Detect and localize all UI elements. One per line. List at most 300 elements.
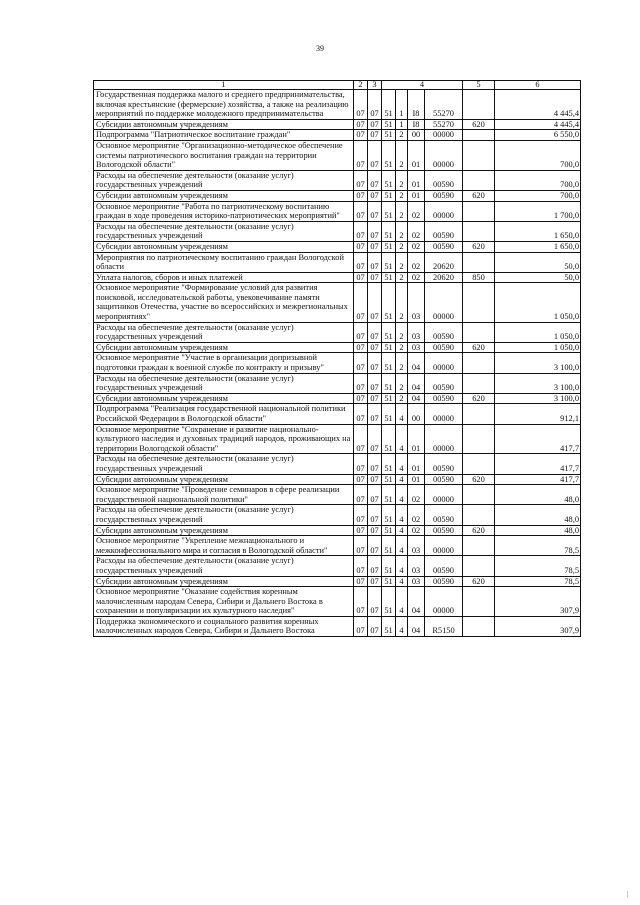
row-section: 07 xyxy=(354,485,368,505)
row-section: 07 xyxy=(354,272,368,283)
header-col-6: 6 xyxy=(495,81,581,90)
row-amount: 78,5 xyxy=(495,556,581,576)
row-direction-code: 00590 xyxy=(425,170,463,190)
row-name: Расходы на обеспечение деятельности (оказание услуг) государственных учреждений xyxy=(94,373,354,393)
row-name: Расходы на обеспечение деятельности (оказание услуг) государственных учреждений xyxy=(94,221,354,241)
row-direction-code: 00590 xyxy=(425,322,463,342)
row-subprogram-code: 4 xyxy=(396,404,408,424)
row-subprogram-code: 2 xyxy=(396,170,408,190)
row-subsection: 07 xyxy=(368,505,382,525)
row-subsection: 07 xyxy=(368,221,382,241)
row-subsection: 07 xyxy=(368,616,382,636)
row-program-code: 51 xyxy=(382,525,396,536)
row-direction-code: 00590 xyxy=(425,556,463,576)
row-subprogram-code: 2 xyxy=(396,393,408,404)
row-subsection: 07 xyxy=(368,424,382,454)
row-activity-code: 03 xyxy=(408,556,425,576)
row-activity-code: 04 xyxy=(408,353,425,373)
row-subprogram-code: 4 xyxy=(396,616,408,636)
row-subprogram-code: 4 xyxy=(396,556,408,576)
row-activity-code: 04 xyxy=(408,393,425,404)
row-expense-type xyxy=(463,170,495,190)
page-number: 39 xyxy=(316,44,324,53)
row-section: 07 xyxy=(354,556,368,576)
row-activity-code: 03 xyxy=(408,576,425,587)
row-name: Субсидии автономным учреждениям xyxy=(94,393,354,404)
row-subprogram-code: 1 xyxy=(396,119,408,130)
row-section: 07 xyxy=(354,252,368,272)
row-direction-code: 00590 xyxy=(425,525,463,536)
row-section: 07 xyxy=(354,536,368,556)
row-section: 07 xyxy=(354,373,368,393)
row-direction-code: 00590 xyxy=(425,505,463,525)
table-row xyxy=(94,241,581,252)
table-row xyxy=(94,474,581,485)
row-expense-type: 620 xyxy=(463,474,495,485)
row-direction-code: 00000 xyxy=(425,140,463,170)
row-name: Расходы на обеспечение деятельности (оказание услуг) государственных учреждений xyxy=(94,170,354,190)
row-activity-code: 00 xyxy=(408,404,425,424)
table-row xyxy=(94,576,581,587)
row-subsection: 07 xyxy=(368,283,382,322)
row-subprogram-code: 2 xyxy=(396,241,408,252)
table-header-row xyxy=(94,81,581,90)
table-row xyxy=(94,342,581,353)
table-row xyxy=(94,252,581,272)
row-expense-type: 850 xyxy=(463,272,495,283)
row-subsection: 07 xyxy=(368,485,382,505)
row-section: 07 xyxy=(354,424,368,454)
row-direction-code: 00590 xyxy=(425,373,463,393)
row-name: Подпрограмма "Патриотическое воспитание граждан" xyxy=(94,130,354,141)
row-name: Основное мероприятие "Оказание содействия коренным малочисленным народам Севера, Сибири и Дальнего Востока в сохранении и популяризации их культурного наследия" xyxy=(94,587,354,617)
row-direction-code: 00000 xyxy=(425,587,463,617)
row-section: 07 xyxy=(354,90,368,120)
row-direction-code: 00590 xyxy=(425,474,463,485)
table-row xyxy=(94,616,581,636)
row-subprogram-code: 2 xyxy=(396,373,408,393)
row-name: Расходы на обеспечение деятельности (оказание услуг) государственных учреждений xyxy=(94,556,354,576)
row-name: Субсидии автономным учреждениям xyxy=(94,474,354,485)
row-subsection: 07 xyxy=(368,342,382,353)
row-subsection: 07 xyxy=(368,587,382,617)
margin-mark: | xyxy=(626,890,628,898)
row-expense-type: 620 xyxy=(463,190,495,201)
table-row xyxy=(94,404,581,424)
row-section: 07 xyxy=(354,587,368,617)
row-subprogram-code: 2 xyxy=(396,130,408,141)
row-amount: 50,0 xyxy=(495,272,581,283)
row-section: 07 xyxy=(354,393,368,404)
header-col-2: 2 xyxy=(354,81,368,90)
row-expense-type xyxy=(463,454,495,474)
row-activity-code: 01 xyxy=(408,454,425,474)
row-name: Основное мероприятие "Работа по патриотическому воспитанию граждан в ходе проведения историко-патриотических мероприятий" xyxy=(94,201,354,221)
row-subsection: 07 xyxy=(368,322,382,342)
row-amount: 700,0 xyxy=(495,190,581,201)
row-section: 07 xyxy=(354,170,368,190)
row-program-code: 51 xyxy=(382,424,396,454)
row-direction-code: 00000 xyxy=(425,485,463,505)
row-activity-code: 02 xyxy=(408,241,425,252)
row-subsection: 07 xyxy=(368,252,382,272)
row-expense-type xyxy=(463,616,495,636)
row-name: Основное мероприятие "Участие в организации допризывной подготовки граждан к военной службе по контракту и призыву" xyxy=(94,353,354,373)
row-subsection: 07 xyxy=(368,140,382,170)
row-program-code: 51 xyxy=(382,283,396,322)
row-program-code: 51 xyxy=(382,170,396,190)
row-program-code: 51 xyxy=(382,536,396,556)
row-activity-code: 02 xyxy=(408,525,425,536)
row-direction-code: 00000 xyxy=(425,536,463,556)
row-section: 07 xyxy=(354,404,368,424)
row-name: Основное мероприятие "Укрепление межнационального и межконфессионального мира и согласия в Вологодской области" xyxy=(94,536,354,556)
row-program-code: 51 xyxy=(382,373,396,393)
row-section: 07 xyxy=(354,130,368,141)
row-activity-code: 02 xyxy=(408,485,425,505)
row-subprogram-code: 4 xyxy=(396,424,408,454)
row-amount: 3 100,0 xyxy=(495,353,581,373)
row-subsection: 07 xyxy=(368,119,382,130)
row-expense-type xyxy=(463,140,495,170)
row-activity-code: 02 xyxy=(408,201,425,221)
row-subsection: 07 xyxy=(368,525,382,536)
row-subsection: 07 xyxy=(368,130,382,141)
row-expense-type xyxy=(463,404,495,424)
row-activity-code: I8 xyxy=(408,90,425,120)
row-subsection: 07 xyxy=(368,190,382,201)
row-subsection: 07 xyxy=(368,272,382,283)
row-subprogram-code: 4 xyxy=(396,525,408,536)
row-subprogram-code: 2 xyxy=(396,140,408,170)
row-program-code: 51 xyxy=(382,272,396,283)
row-amount: 3 100,0 xyxy=(495,373,581,393)
row-name: Субсидии автономным учреждениям xyxy=(94,241,354,252)
row-subsection: 07 xyxy=(368,241,382,252)
row-subsection: 07 xyxy=(368,90,382,120)
row-amount: 4 445,4 xyxy=(495,90,581,120)
row-amount: 48,0 xyxy=(495,525,581,536)
row-name: Поддержка экономического и социального развития коренных малочисленных народов Севера, Сибири и Дальнего Востока xyxy=(94,616,354,636)
header-col-5: 5 xyxy=(463,81,495,90)
row-activity-code: 02 xyxy=(408,252,425,272)
row-program-code: 51 xyxy=(382,130,396,141)
row-expense-type xyxy=(463,130,495,141)
table-row xyxy=(94,485,581,505)
row-activity-code: 03 xyxy=(408,283,425,322)
table-row xyxy=(94,353,581,373)
row-section: 07 xyxy=(354,283,368,322)
row-activity-code: 01 xyxy=(408,170,425,190)
row-expense-type: 620 xyxy=(463,241,495,252)
row-name: Расходы на обеспечение деятельности (оказание услуг) государственных учреждений xyxy=(94,322,354,342)
row-activity-code: 04 xyxy=(408,373,425,393)
row-subsection: 07 xyxy=(368,170,382,190)
row-amount: 1 650,0 xyxy=(495,241,581,252)
row-amount: 3 100,0 xyxy=(495,393,581,404)
row-activity-code: 01 xyxy=(408,424,425,454)
row-amount: 1 700,0 xyxy=(495,201,581,221)
row-name: Основное мероприятие "Формирование условий для развития поисковой, исследовательской работы, увековечивание памяти защитников Отечества, участие во всероссийских и межрегиональных мероприятиях" xyxy=(94,283,354,322)
row-amount: 78,5 xyxy=(495,576,581,587)
row-direction-code: 00000 xyxy=(425,404,463,424)
table-row xyxy=(94,190,581,201)
table-row xyxy=(94,536,581,556)
row-expense-type: 620 xyxy=(463,525,495,536)
table-row xyxy=(94,90,581,120)
row-subprogram-code: 4 xyxy=(396,587,408,617)
row-subsection: 07 xyxy=(368,556,382,576)
row-amount: 1 650,0 xyxy=(495,221,581,241)
row-subsection: 07 xyxy=(368,474,382,485)
row-direction-code: 00590 xyxy=(425,576,463,587)
header-col-3: 3 xyxy=(368,81,382,90)
row-program-code: 51 xyxy=(382,90,396,120)
row-amount: 6 550,0 xyxy=(495,130,581,141)
row-subsection: 07 xyxy=(368,404,382,424)
row-program-code: 51 xyxy=(382,140,396,170)
row-amount: 700,0 xyxy=(495,170,581,190)
row-expense-type xyxy=(463,556,495,576)
row-section: 07 xyxy=(354,342,368,353)
row-section: 07 xyxy=(354,322,368,342)
row-activity-code: 01 xyxy=(408,474,425,485)
row-direction-code: 55270 xyxy=(425,119,463,130)
row-expense-type xyxy=(463,322,495,342)
row-expense-type xyxy=(463,373,495,393)
row-subprogram-code: 2 xyxy=(396,283,408,322)
row-program-code: 51 xyxy=(382,201,396,221)
row-activity-code: 03 xyxy=(408,536,425,556)
table-row xyxy=(94,201,581,221)
row-section: 07 xyxy=(354,353,368,373)
row-program-code: 51 xyxy=(382,241,396,252)
table-row xyxy=(94,140,581,170)
row-section: 07 xyxy=(354,241,368,252)
row-program-code: 51 xyxy=(382,576,396,587)
row-direction-code: 55270 xyxy=(425,90,463,120)
table-row xyxy=(94,283,581,322)
row-direction-code: 00000 xyxy=(425,201,463,221)
header-col-1: 1 xyxy=(94,81,354,90)
row-direction-code: 00590 xyxy=(425,454,463,474)
row-activity-code: 04 xyxy=(408,616,425,636)
row-section: 07 xyxy=(354,454,368,474)
row-activity-code: 03 xyxy=(408,342,425,353)
row-name: Основное мероприятие "Проведение семинаров в сфере реализации государственной национальной политики" xyxy=(94,485,354,505)
row-section: 07 xyxy=(354,505,368,525)
row-activity-code: I8 xyxy=(408,119,425,130)
row-subprogram-code: 4 xyxy=(396,454,408,474)
row-subprogram-code: 4 xyxy=(396,485,408,505)
row-direction-code: 00590 xyxy=(425,342,463,353)
row-direction-code: 00000 xyxy=(425,130,463,141)
row-section: 07 xyxy=(354,525,368,536)
header-col-4: 4 xyxy=(382,81,463,90)
row-subprogram-code: 1 xyxy=(396,90,408,120)
row-name: Субсидии автономным учреждениям xyxy=(94,342,354,353)
row-direction-code: 00590 xyxy=(425,221,463,241)
row-activity-code: 00 xyxy=(408,130,425,141)
row-program-code: 51 xyxy=(382,342,396,353)
table-row xyxy=(94,130,581,141)
row-program-code: 51 xyxy=(382,505,396,525)
row-subsection: 07 xyxy=(368,393,382,404)
row-direction-code: 00000 xyxy=(425,353,463,373)
row-section: 07 xyxy=(354,119,368,130)
row-amount: 1 050,0 xyxy=(495,283,581,322)
row-name: Основное мероприятие "Сохранение и развитие национально-культурного наследия и духовных традиций народов, проживающих на территории Вологодской области" xyxy=(94,424,354,454)
row-direction-code: R5150 xyxy=(425,616,463,636)
row-expense-type: 620 xyxy=(463,576,495,587)
row-name: Субсидии автономным учреждениям xyxy=(94,190,354,201)
row-subsection: 07 xyxy=(368,373,382,393)
table-row xyxy=(94,119,581,130)
row-amount: 417,7 xyxy=(495,424,581,454)
row-expense-type: 620 xyxy=(463,393,495,404)
row-section: 07 xyxy=(354,221,368,241)
row-activity-code: 01 xyxy=(408,140,425,170)
row-amount: 4 445,4 xyxy=(495,119,581,130)
row-subprogram-code: 2 xyxy=(396,272,408,283)
row-amount: 307,9 xyxy=(495,587,581,617)
row-direction-code: 00590 xyxy=(425,190,463,201)
row-subprogram-code: 4 xyxy=(396,474,408,485)
table-row xyxy=(94,525,581,536)
row-program-code: 51 xyxy=(382,587,396,617)
table-row xyxy=(94,170,581,190)
row-amount: 307,9 xyxy=(495,616,581,636)
row-expense-type xyxy=(463,90,495,120)
row-activity-code: 02 xyxy=(408,272,425,283)
row-direction-code: 00000 xyxy=(425,424,463,454)
row-expense-type xyxy=(463,252,495,272)
row-amount: 48,0 xyxy=(495,505,581,525)
row-amount: 912,1 xyxy=(495,404,581,424)
row-program-code: 51 xyxy=(382,556,396,576)
row-amount: 417,7 xyxy=(495,474,581,485)
row-expense-type xyxy=(463,424,495,454)
row-program-code: 51 xyxy=(382,119,396,130)
row-subsection: 07 xyxy=(368,536,382,556)
row-section: 07 xyxy=(354,616,368,636)
row-program-code: 51 xyxy=(382,190,396,201)
row-subprogram-code: 2 xyxy=(396,353,408,373)
row-activity-code: 02 xyxy=(408,505,425,525)
row-activity-code: 01 xyxy=(408,190,425,201)
row-amount: 1 050,0 xyxy=(495,322,581,342)
table-row xyxy=(94,393,581,404)
row-program-code: 51 xyxy=(382,485,396,505)
row-activity-code: 04 xyxy=(408,587,425,617)
table-row xyxy=(94,556,581,576)
row-name: Государственная поддержка малого и среднего предпринимательства, включая крестьянские (фермерские) хозяйства, а также на реализацию мероприятий по поддержке молодежного предпринимательства xyxy=(94,90,354,120)
row-subprogram-code: 4 xyxy=(396,536,408,556)
row-expense-type xyxy=(463,283,495,322)
row-program-code: 51 xyxy=(382,454,396,474)
row-activity-code: 03 xyxy=(408,322,425,342)
row-expense-type xyxy=(463,536,495,556)
row-expense-type xyxy=(463,221,495,241)
row-name: Субсидии автономным учреждениям xyxy=(94,525,354,536)
row-section: 07 xyxy=(354,140,368,170)
row-program-code: 51 xyxy=(382,322,396,342)
row-expense-type: 620 xyxy=(463,119,495,130)
row-amount: 700,0 xyxy=(495,140,581,170)
row-expense-type xyxy=(463,505,495,525)
row-subsection: 07 xyxy=(368,454,382,474)
row-direction-code: 00590 xyxy=(425,393,463,404)
row-direction-code: 20620 xyxy=(425,272,463,283)
table-row xyxy=(94,322,581,342)
row-program-code: 51 xyxy=(382,474,396,485)
row-amount: 1 050,0 xyxy=(495,342,581,353)
row-subprogram-code: 2 xyxy=(396,201,408,221)
row-program-code: 51 xyxy=(382,353,396,373)
row-subsection: 07 xyxy=(368,353,382,373)
row-subprogram-code: 2 xyxy=(396,190,408,201)
row-section: 07 xyxy=(354,201,368,221)
row-direction-code: 00000 xyxy=(425,283,463,322)
table-row xyxy=(94,221,581,241)
row-section: 07 xyxy=(354,190,368,201)
table-body xyxy=(94,90,581,637)
row-name: Расходы на обеспечение деятельности (оказание услуг) государственных учреждений xyxy=(94,505,354,525)
row-name: Расходы на обеспечение деятельности (оказание услуг) государственных учреждений xyxy=(94,454,354,474)
row-subsection: 07 xyxy=(368,201,382,221)
row-direction-code: 20620 xyxy=(425,252,463,272)
row-name: Уплата налогов, сборов и иных платежей xyxy=(94,272,354,283)
row-subprogram-code: 4 xyxy=(396,576,408,587)
row-subprogram-code: 2 xyxy=(396,221,408,241)
row-expense-type: 620 xyxy=(463,342,495,353)
row-expense-type xyxy=(463,485,495,505)
row-name: Субсидии автономным учреждениям xyxy=(94,576,354,587)
row-amount: 78,5 xyxy=(495,536,581,556)
row-expense-type xyxy=(463,201,495,221)
row-direction-code: 00590 xyxy=(425,241,463,252)
row-name: Субсидии автономным учреждениям xyxy=(94,119,354,130)
table-row xyxy=(94,272,581,283)
row-subprogram-code: 4 xyxy=(396,505,408,525)
table-row xyxy=(94,424,581,454)
table-row xyxy=(94,454,581,474)
row-name: Подпрограмма "Реализация государственной национальной политики Российской Федерации в Вологодской области" xyxy=(94,404,354,424)
row-subprogram-code: 2 xyxy=(396,322,408,342)
row-activity-code: 02 xyxy=(408,221,425,241)
row-program-code: 51 xyxy=(382,404,396,424)
row-name: Основное мероприятие "Организационно-методическое обеспечение системы патриотического воспитания граждан на территории Вологодской области" xyxy=(94,140,354,170)
row-expense-type xyxy=(463,353,495,373)
row-subsection: 07 xyxy=(368,576,382,587)
table-row xyxy=(94,587,581,617)
row-subprogram-code: 2 xyxy=(396,342,408,353)
row-section: 07 xyxy=(354,474,368,485)
row-amount: 48,0 xyxy=(495,485,581,505)
table-row xyxy=(94,373,581,393)
row-amount: 417,7 xyxy=(495,454,581,474)
row-expense-type xyxy=(463,587,495,617)
row-section: 07 xyxy=(354,576,368,587)
row-program-code: 51 xyxy=(382,252,396,272)
row-subprogram-code: 2 xyxy=(396,252,408,272)
budget-table xyxy=(93,80,581,637)
table-row xyxy=(94,505,581,525)
row-program-code: 51 xyxy=(382,616,396,636)
row-amount: 50,0 xyxy=(495,252,581,272)
row-program-code: 51 xyxy=(382,393,396,404)
row-program-code: 51 xyxy=(382,221,396,241)
